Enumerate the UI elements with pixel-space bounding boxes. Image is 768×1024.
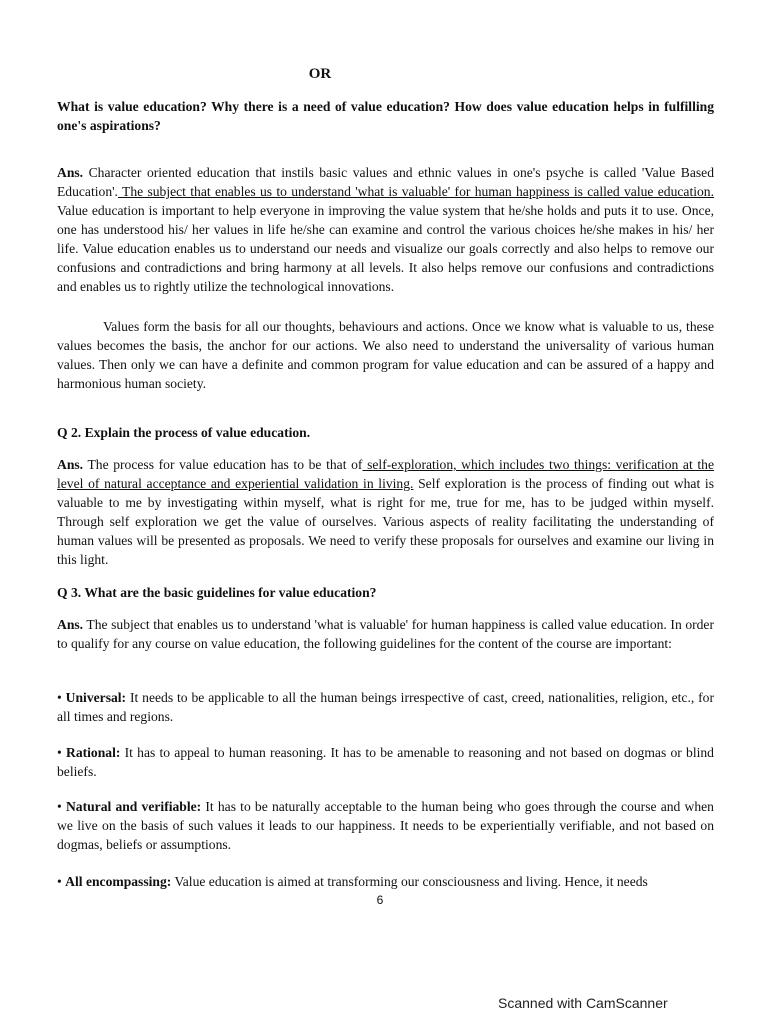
answer-1-underlined-definition: The subject that enables us to understand 'what is valuable' for human happiness is called value education. xyxy=(117,184,714,199)
guideline-term: Natural and verifiable: xyxy=(65,799,202,814)
answer-1-text-a: Character oriented education that instils basic values and ethnic values in one's psyche is called 'Value Based Education'. xyxy=(57,165,714,199)
or-heading: OR xyxy=(308,66,332,82)
answer-2-text-end: Self exploration is the process of finding out what is valuable to me by investigating within myself, what is right for me, true for me, has to be judged within myself. Through self exploration we get the value of ourselves. Various aspects of reality facilitating the understanding of human values will be presented as proposals. We need to verify these proposals for ourselves and examine our living in this light. xyxy=(57,476,714,567)
guideline-natural-verifiable xyxy=(57,797,714,854)
answer-label: Ans. xyxy=(57,617,84,632)
answer-2-text-start: The process for value education has to be that of xyxy=(83,457,363,472)
answer-label: Ans. xyxy=(57,457,84,472)
answer-1-text-b: Value education is important to help everyone in improving the value system that he/she holds and puts it to use. Once, one has understood his/ her values in life he/she can examine and control the various choices he/she makes in his/ her life. Value education enables us to understand our needs and visualize our goals correctly and also helps to remove our confusions and contradictions and bring harmony at all levels. It also helps remove our confusions and contradictions and enables us to rightly utilize the technological innovations. xyxy=(57,203,714,294)
guideline-text: It needs to be applicable to all the human beings irrespective of cast, creed, nationalities, religion, etc., for all times and regions. xyxy=(57,690,714,724)
bullet-icon: • xyxy=(57,745,62,760)
answer-label: Ans. xyxy=(57,165,84,180)
question-1: What is value education? Why there is a need of value education? How does value education helps in fulfilling one's aspirations? xyxy=(57,99,714,133)
guideline-all-encompassing xyxy=(57,872,714,891)
answer-2-underlined-text: self-exploration, which includes two things: verification at the level of natural acceptance and experiential validation in living. xyxy=(57,457,714,491)
question-3: Q 3. What are the basic guidelines for value education? xyxy=(57,585,377,600)
answer-3-intro xyxy=(57,615,714,653)
bullet-icon: • xyxy=(57,690,62,705)
guideline-text: Value education is aimed at transforming our consciousness and living. Hence, it needs xyxy=(171,874,648,889)
guideline-term: Universal: xyxy=(65,690,127,705)
bullet-icon: • xyxy=(57,799,62,814)
guideline-term: All encompassing: xyxy=(65,874,172,889)
answer-1-paragraph-2: Values form the basis for all our thoughts, behaviours and actions. Once we know what is valuable to us, these values becomes the basis, the anchor for our actions. We also need to understand the universality of various human values. Then only we can have a definite and common program for value education and can be assured of a happy and harmonious human society. xyxy=(57,319,714,391)
guideline-text: It has to appeal to human reasoning. It has to be amenable to reasoning and not based on dogmas or blind beliefs. xyxy=(57,745,714,779)
guideline-universal xyxy=(57,688,714,726)
answer-2-paragraph xyxy=(57,455,714,569)
guideline-rational xyxy=(57,743,714,781)
camscanner-watermark: Scanned with CamScanner xyxy=(498,995,668,1011)
page-number: 6 xyxy=(376,893,384,907)
bullet-icon: • xyxy=(57,874,62,889)
answer-3-intro-text: The subject that enables us to understand 'what is valuable' for human happiness is called value education. In order to qualify for any course on value education, the following guidelines for the content of the course are important: xyxy=(57,617,714,651)
answer-1-paragraph-1 xyxy=(57,163,714,296)
guideline-term: Rational: xyxy=(66,745,121,760)
question-2: Q 2. Explain the process of value education. xyxy=(57,425,311,440)
guideline-text: It has to be naturally acceptable to the human being who goes through the course and when we live on the basis of such values it leads to our happiness. It needs to be experientially verifiable, and not based on dogmas, beliefs or assumptions. xyxy=(57,799,714,852)
